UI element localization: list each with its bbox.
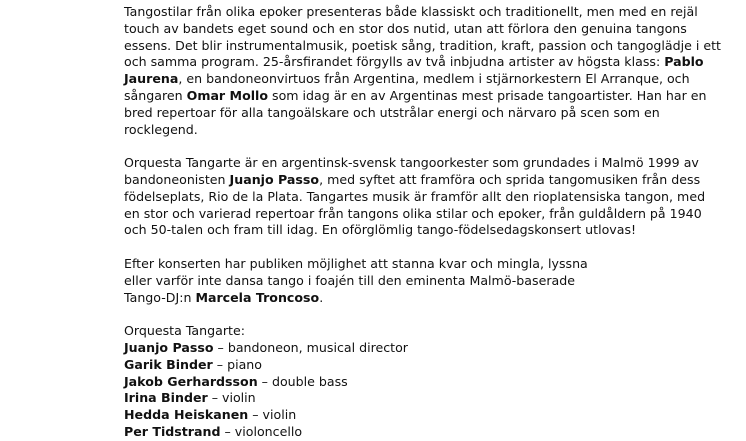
member-role: – violoncello [220,423,303,439]
member-role: – piano [212,356,262,372]
list-item [124,424,724,441]
artist-name-omar-mollo: Omar Mollo [186,87,269,103]
paragraph-text: Orquesta Tangarte är en argentinsk-svensk tangoorkester som grundades i Malmö 1999 av bandoneonisten [124,155,699,187]
list-item [124,374,724,391]
paragraph-text: , med syftet att framföra och sprida tangomusiken från dess födelseplats, Rio de la Plata. Tangartes musik är framför allt den rioplatensiska tangon, med en stor och varierad repertoar från tangons olika stilar och epoker, från guldåldern på 1940 och 50-talen och fram till idag. En oförglömlig tango-födelsedagskonsert utlovas! [124,171,706,238]
founder-name-juanjo-passo: Juanjo Passo [229,171,320,187]
document-body [124,4,724,441]
member-name: Juanjo Passo [124,339,214,355]
list-item [124,357,724,374]
member-name: Hedda Heiskanen [124,407,249,423]
member-role: – double bass [257,373,348,389]
orchestra-member-list [124,340,724,441]
paragraph-text: Efter konserten har publiken möjlighet att stanna kvar och mingla, lyssna eller varför inte dansa tango i foajén till den eminenta Malmö-baserade Tango-DJ:n [124,255,588,305]
paragraph-text: Tangostilar från olika epoker presenteras både klassiskt och traditionellt, men med en rejäl touch av bandets eget sound och en stor dos nutid, utan att förlora den genuina tangons essens. Det blir instrumentalmusik, poetisk sång, tradition, kraft, passion och tangoglädje i ett och samma program. 25-årsfirandet förgylls av två inbjudna artister av högsta klass: [124,4,721,70]
paragraph-text: som idag är en av Argentinas mest prisade tangoartister. Han har en bred repertoar för alla tangoälskare och utstrålar energi och närvaro på scen som en rocklegend. [124,87,707,137]
paragraph-text: , en bandoneonvirtuos från Argentina, medlem i stjärnorkestern El Arranque, och sångaren [124,71,690,103]
member-name: Irina Binder [124,390,208,406]
paragraph-program-description [124,4,724,138]
member-name: Garik Binder [124,356,213,372]
member-name: Per Tidstrand [124,423,221,439]
list-item [124,390,724,407]
paragraph-text: . [319,289,324,305]
paragraph-after-concert [124,256,594,306]
artist-name-pablo-jaurena: Pablo Jaurena [124,54,704,87]
list-item [124,340,724,357]
dj-name-marcela-troncoso: Marcela Troncoso [195,289,320,305]
member-role: – violin [248,407,297,423]
member-name: Jakob Gerhardsson [124,373,258,389]
member-role: – bandoneon, musical director [213,339,408,355]
orchestra-heading: Orquesta Tangarte: [124,323,245,339]
list-item [124,407,724,424]
member-role: – violin [207,390,256,406]
paragraph-orchestra-description [124,155,722,239]
